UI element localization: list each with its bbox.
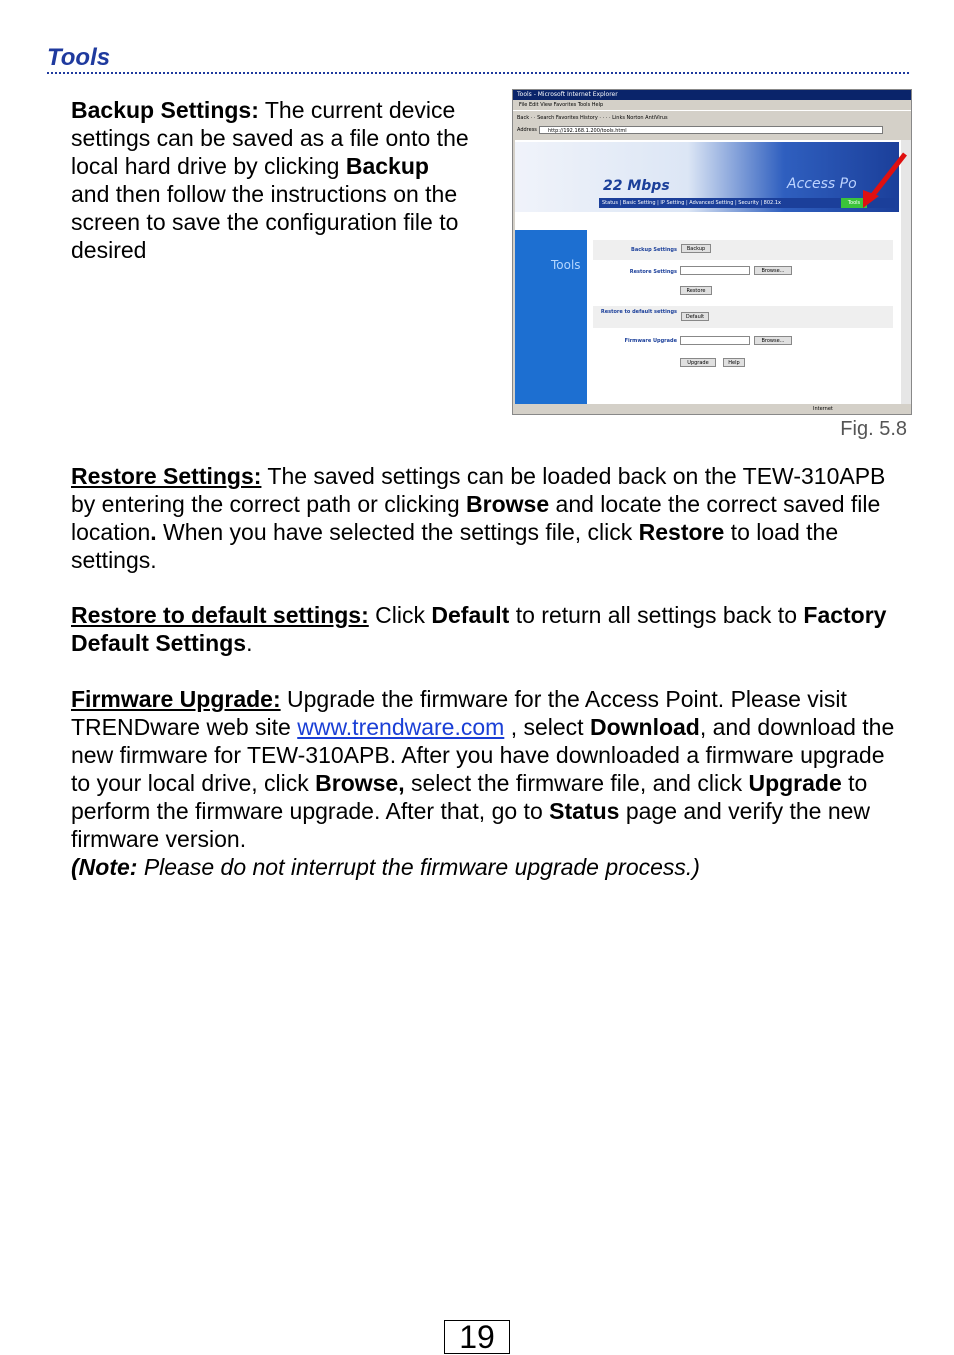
backup-text-2: and then follow the instructions on the screen to save the configuration file to desired <box>71 181 459 263</box>
default-paragraph <box>71 601 891 657</box>
restore-heading: Restore Settings: <box>71 463 262 489</box>
browse-button: Browse... <box>754 266 792 275</box>
default-bold-2: Factory Default Settings <box>71 602 887 656</box>
row-label-default: Restore to default settings <box>600 309 677 315</box>
title-divider <box>47 72 909 74</box>
default-text-3: . <box>246 630 253 656</box>
browser-status-bar: Internet <box>813 406 833 412</box>
default-heading: Restore to default settings: <box>71 602 369 628</box>
firmware-text-5: to perform the firmware upgrade. After that, go to <box>71 770 868 824</box>
firmware-text-3: , and download the new firmware for TEW-310APB. After you have downloaded a firmware upgrade to your local drive, click <box>71 714 895 796</box>
restore-text-2: and locate the correct saved file location <box>71 491 881 545</box>
firmware-bold-3: Upgrade <box>748 770 842 796</box>
default-text-1: Click <box>368 602 432 628</box>
banner-speed: 22 Mbps <box>603 178 670 194</box>
row-label-restore: Restore Settings <box>629 269 677 275</box>
address-field: http://192.168.1.200/tools.html <box>539 126 883 134</box>
note-bold: (Note: <box>71 854 138 880</box>
firmware-text-2: , select <box>504 714 590 740</box>
firmware-text-6: page and verify the new firmware version. <box>71 798 871 852</box>
restore-text-3: When you have selected the settings file, click <box>156 519 639 545</box>
backup-heading: Backup Settings: <box>71 97 259 123</box>
default-button: Default <box>681 312 709 321</box>
default-text-2: to return all settings back to <box>509 602 804 628</box>
figure-screenshot <box>512 89 912 415</box>
row-label-backup: Backup Settings <box>631 247 677 253</box>
restore-paragraph <box>71 462 891 574</box>
firmware-bold-4: Status <box>549 798 620 824</box>
page-number: 19 <box>444 1320 510 1354</box>
firmware-paragraph <box>71 685 901 881</box>
browse-button-2: Browse... <box>754 336 792 345</box>
default-bold-1: Default <box>431 602 510 628</box>
browser-title-bar: Tools - Microsoft Internet Explorer <box>513 90 911 100</box>
restore-bold-2: . <box>150 519 157 545</box>
backup-bold-1: Backup <box>345 153 429 179</box>
restore-text-1: The saved settings can be loaded back on the TEW-310APB by entering the correct path or clicking <box>71 463 886 517</box>
restore-bold-3: Restore <box>638 519 725 545</box>
restore-text-4: to load the settings. <box>71 519 839 573</box>
firmware-text-1: Upgrade the firmware for the Access Point. Please visit TRENDware web site <box>71 686 847 740</box>
browser-menu-bar: File Edit View Favorites Tools Help <box>519 102 604 108</box>
firmware-bold-1: Download <box>589 714 700 740</box>
restore-button: Restore <box>680 286 712 295</box>
help-button: Help <box>723 358 745 367</box>
backup-text-1: The current device settings can be saved as a file onto the local hard drive by clicking <box>71 97 469 179</box>
nav-items: Status | Basic Setting | IP Setting | Advanced Setting | Security | 802.1x <box>602 200 781 206</box>
firmware-note <box>71 854 700 880</box>
figure-caption: Fig. 5.8 <box>840 418 907 440</box>
firmware-bold-2: Browse, <box>315 770 405 796</box>
firmware-text-4: select the firmware file, and click <box>404 770 749 796</box>
backup-button: Backup <box>681 244 711 253</box>
section-title: Tools <box>47 44 111 71</box>
restore-bold-1: Browse <box>466 491 550 517</box>
backup-paragraph <box>71 96 471 264</box>
trendware-link[interactable]: www.trendware.com <box>297 714 505 740</box>
firmware-heading: Firmware Upgrade: <box>71 686 281 712</box>
side-label: Tools <box>551 258 581 272</box>
note-text: Please do not interrupt the firmware upgrade process.) <box>137 854 700 880</box>
red-arrow-icon <box>513 90 911 414</box>
row-label-firmware: Firmware Upgrade <box>624 338 677 344</box>
banner-brand: Access Po <box>787 176 857 192</box>
browser-toolbar: Back · · Search Favorites History · · · · Links Norton AntiVirus <box>513 110 911 124</box>
address-label: Address <box>517 127 537 133</box>
upgrade-button: Upgrade <box>680 358 716 367</box>
nav-tab-tools: Tools <box>841 198 867 208</box>
